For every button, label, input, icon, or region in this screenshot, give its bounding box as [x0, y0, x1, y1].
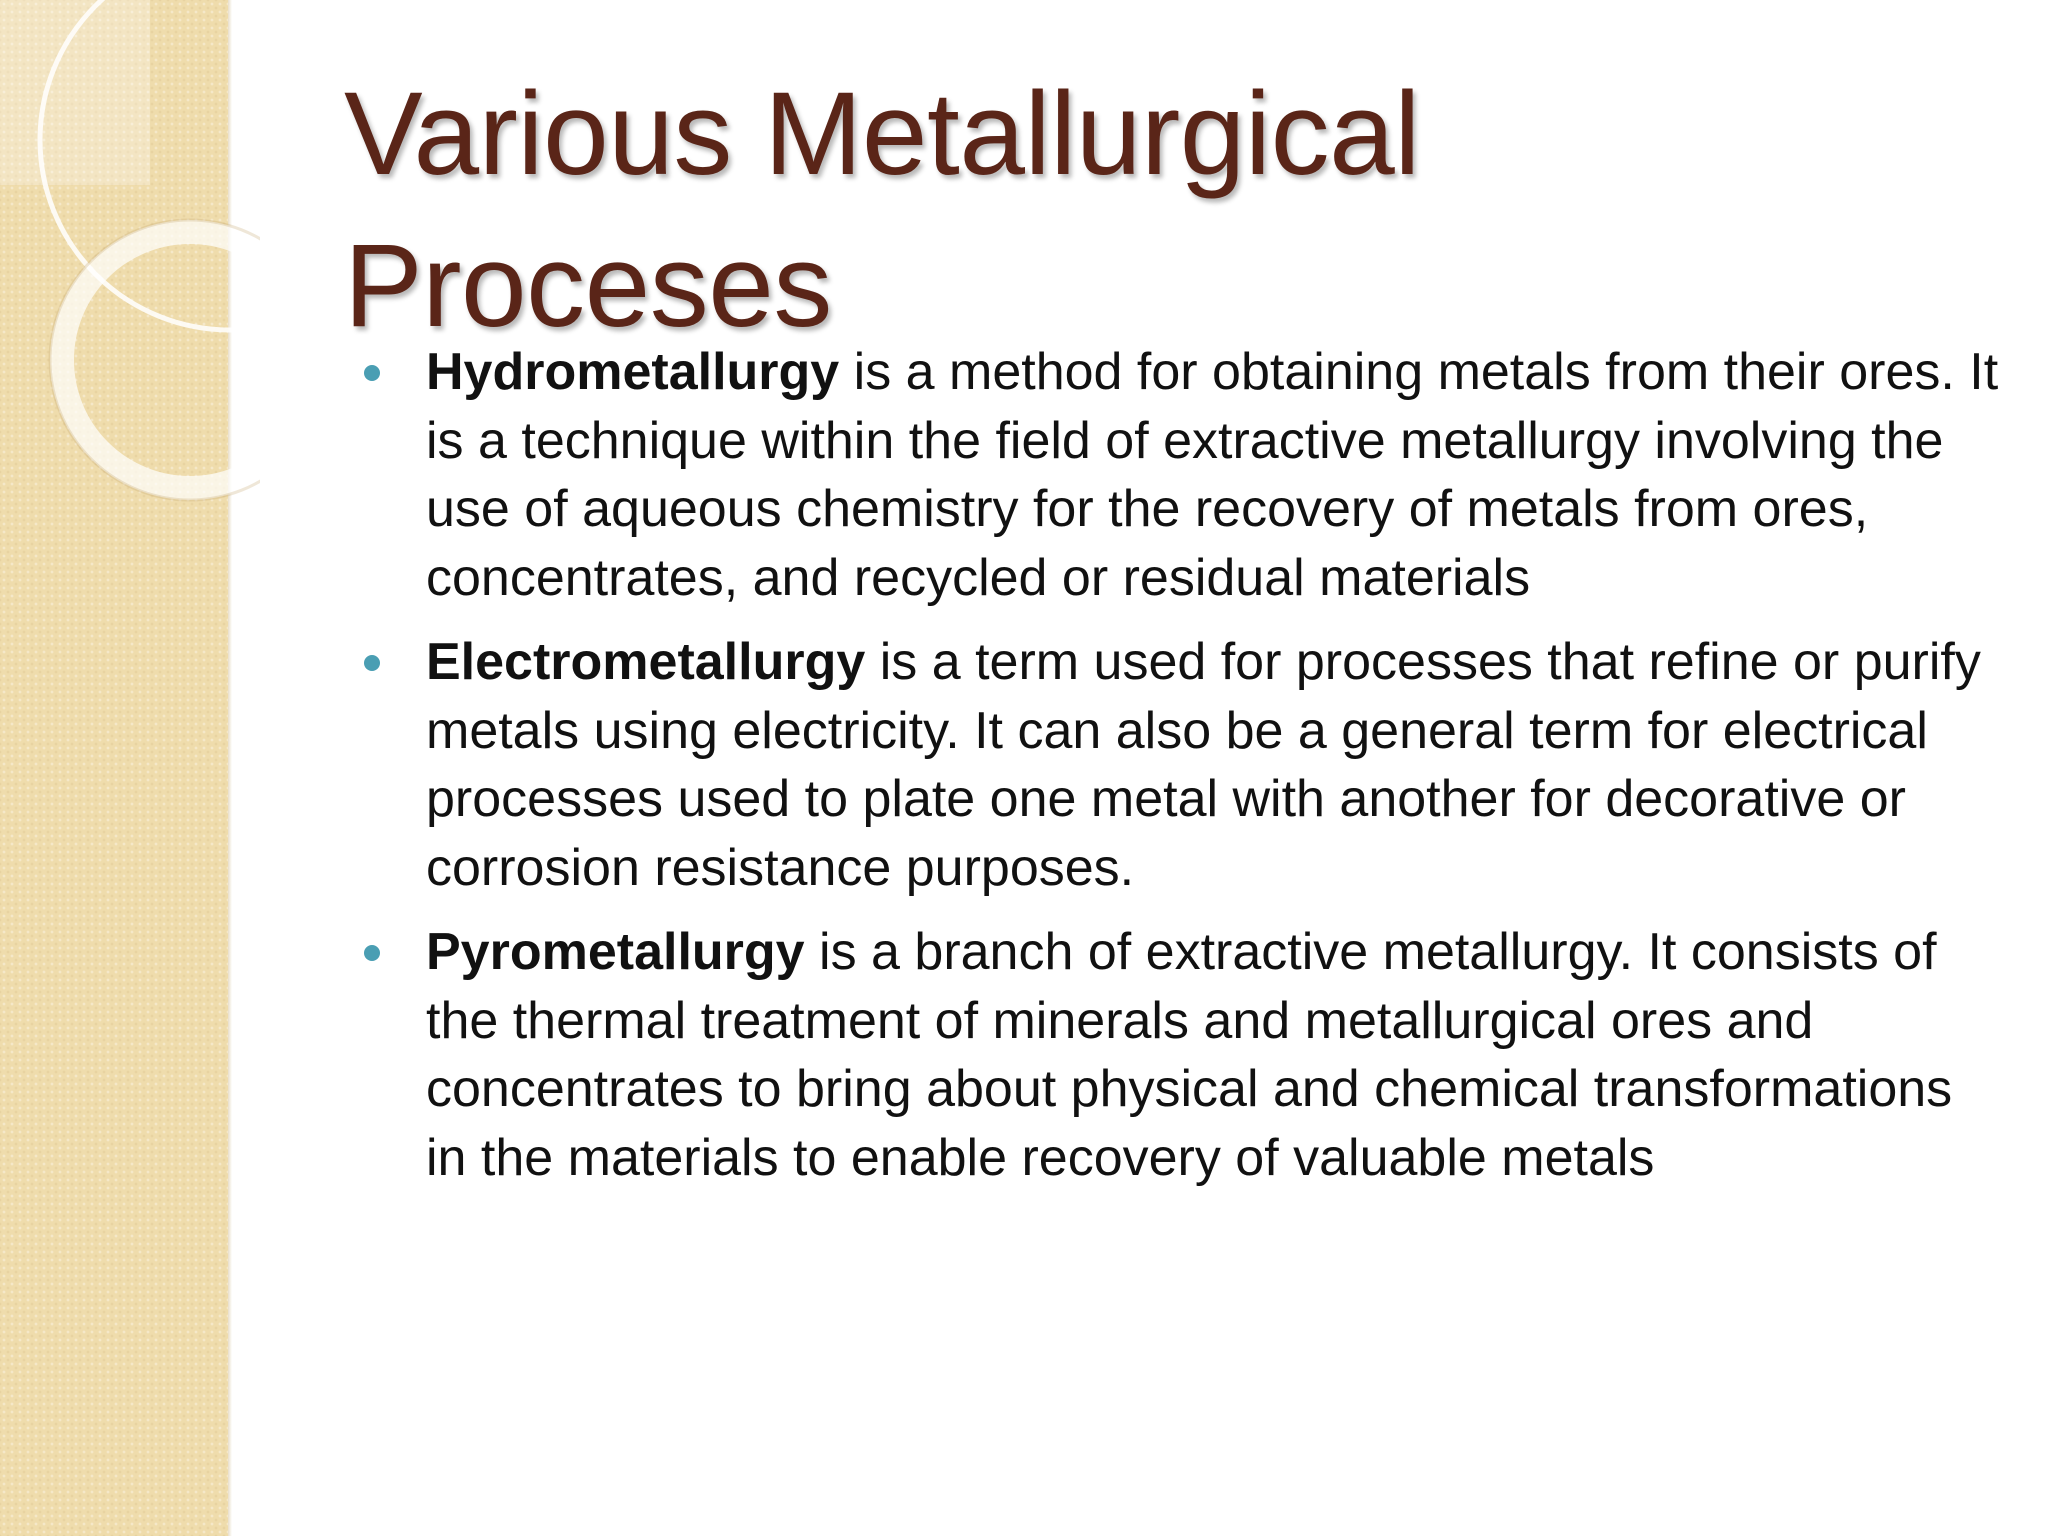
bullet-dot-icon: [364, 945, 380, 961]
bullet-dot-icon: [364, 655, 380, 671]
bullet-text: is a branch of extractive metallurgy. It consists of the thermal treatment of minerals and metallurgical ores and concentrates to bring about physical and chemical transformations in the materials to enable recovery of valuable metals: [426, 923, 1953, 1187]
decorative-rings: [0, 0, 260, 520]
bullet-text: is a method for obtaining metals from their ores. It is a technique within the field of extractive metallurgy involving the use of aqueous chemistry for the recovery of metals from ores, concentrates, and recycled or residual materials: [426, 343, 1999, 607]
bullet-term: Electrometallurgy: [426, 633, 866, 691]
bullet-item-electrometallurgy: [360, 628, 2000, 902]
bullet-term: Pyrometallurgy: [426, 923, 805, 981]
bullet-list: [360, 338, 2000, 1208]
bullet-dot-icon: [364, 365, 380, 381]
bullet-item-hydrometallurgy: [360, 338, 2000, 612]
bullet-term: Hydrometallurgy: [426, 343, 840, 401]
small-ring: [62, 232, 260, 488]
bullet-text: is a term used for processes that refine or purify metals using electricity. It can also be a general term for electrical processes used to plate one metal with another for decorative or corrosion resistance purposes.: [426, 633, 1981, 897]
bullet-item-pyrometallurgy: [360, 918, 2000, 1192]
slide-title: Various Metallurgical Proceses: [344, 68, 1420, 352]
